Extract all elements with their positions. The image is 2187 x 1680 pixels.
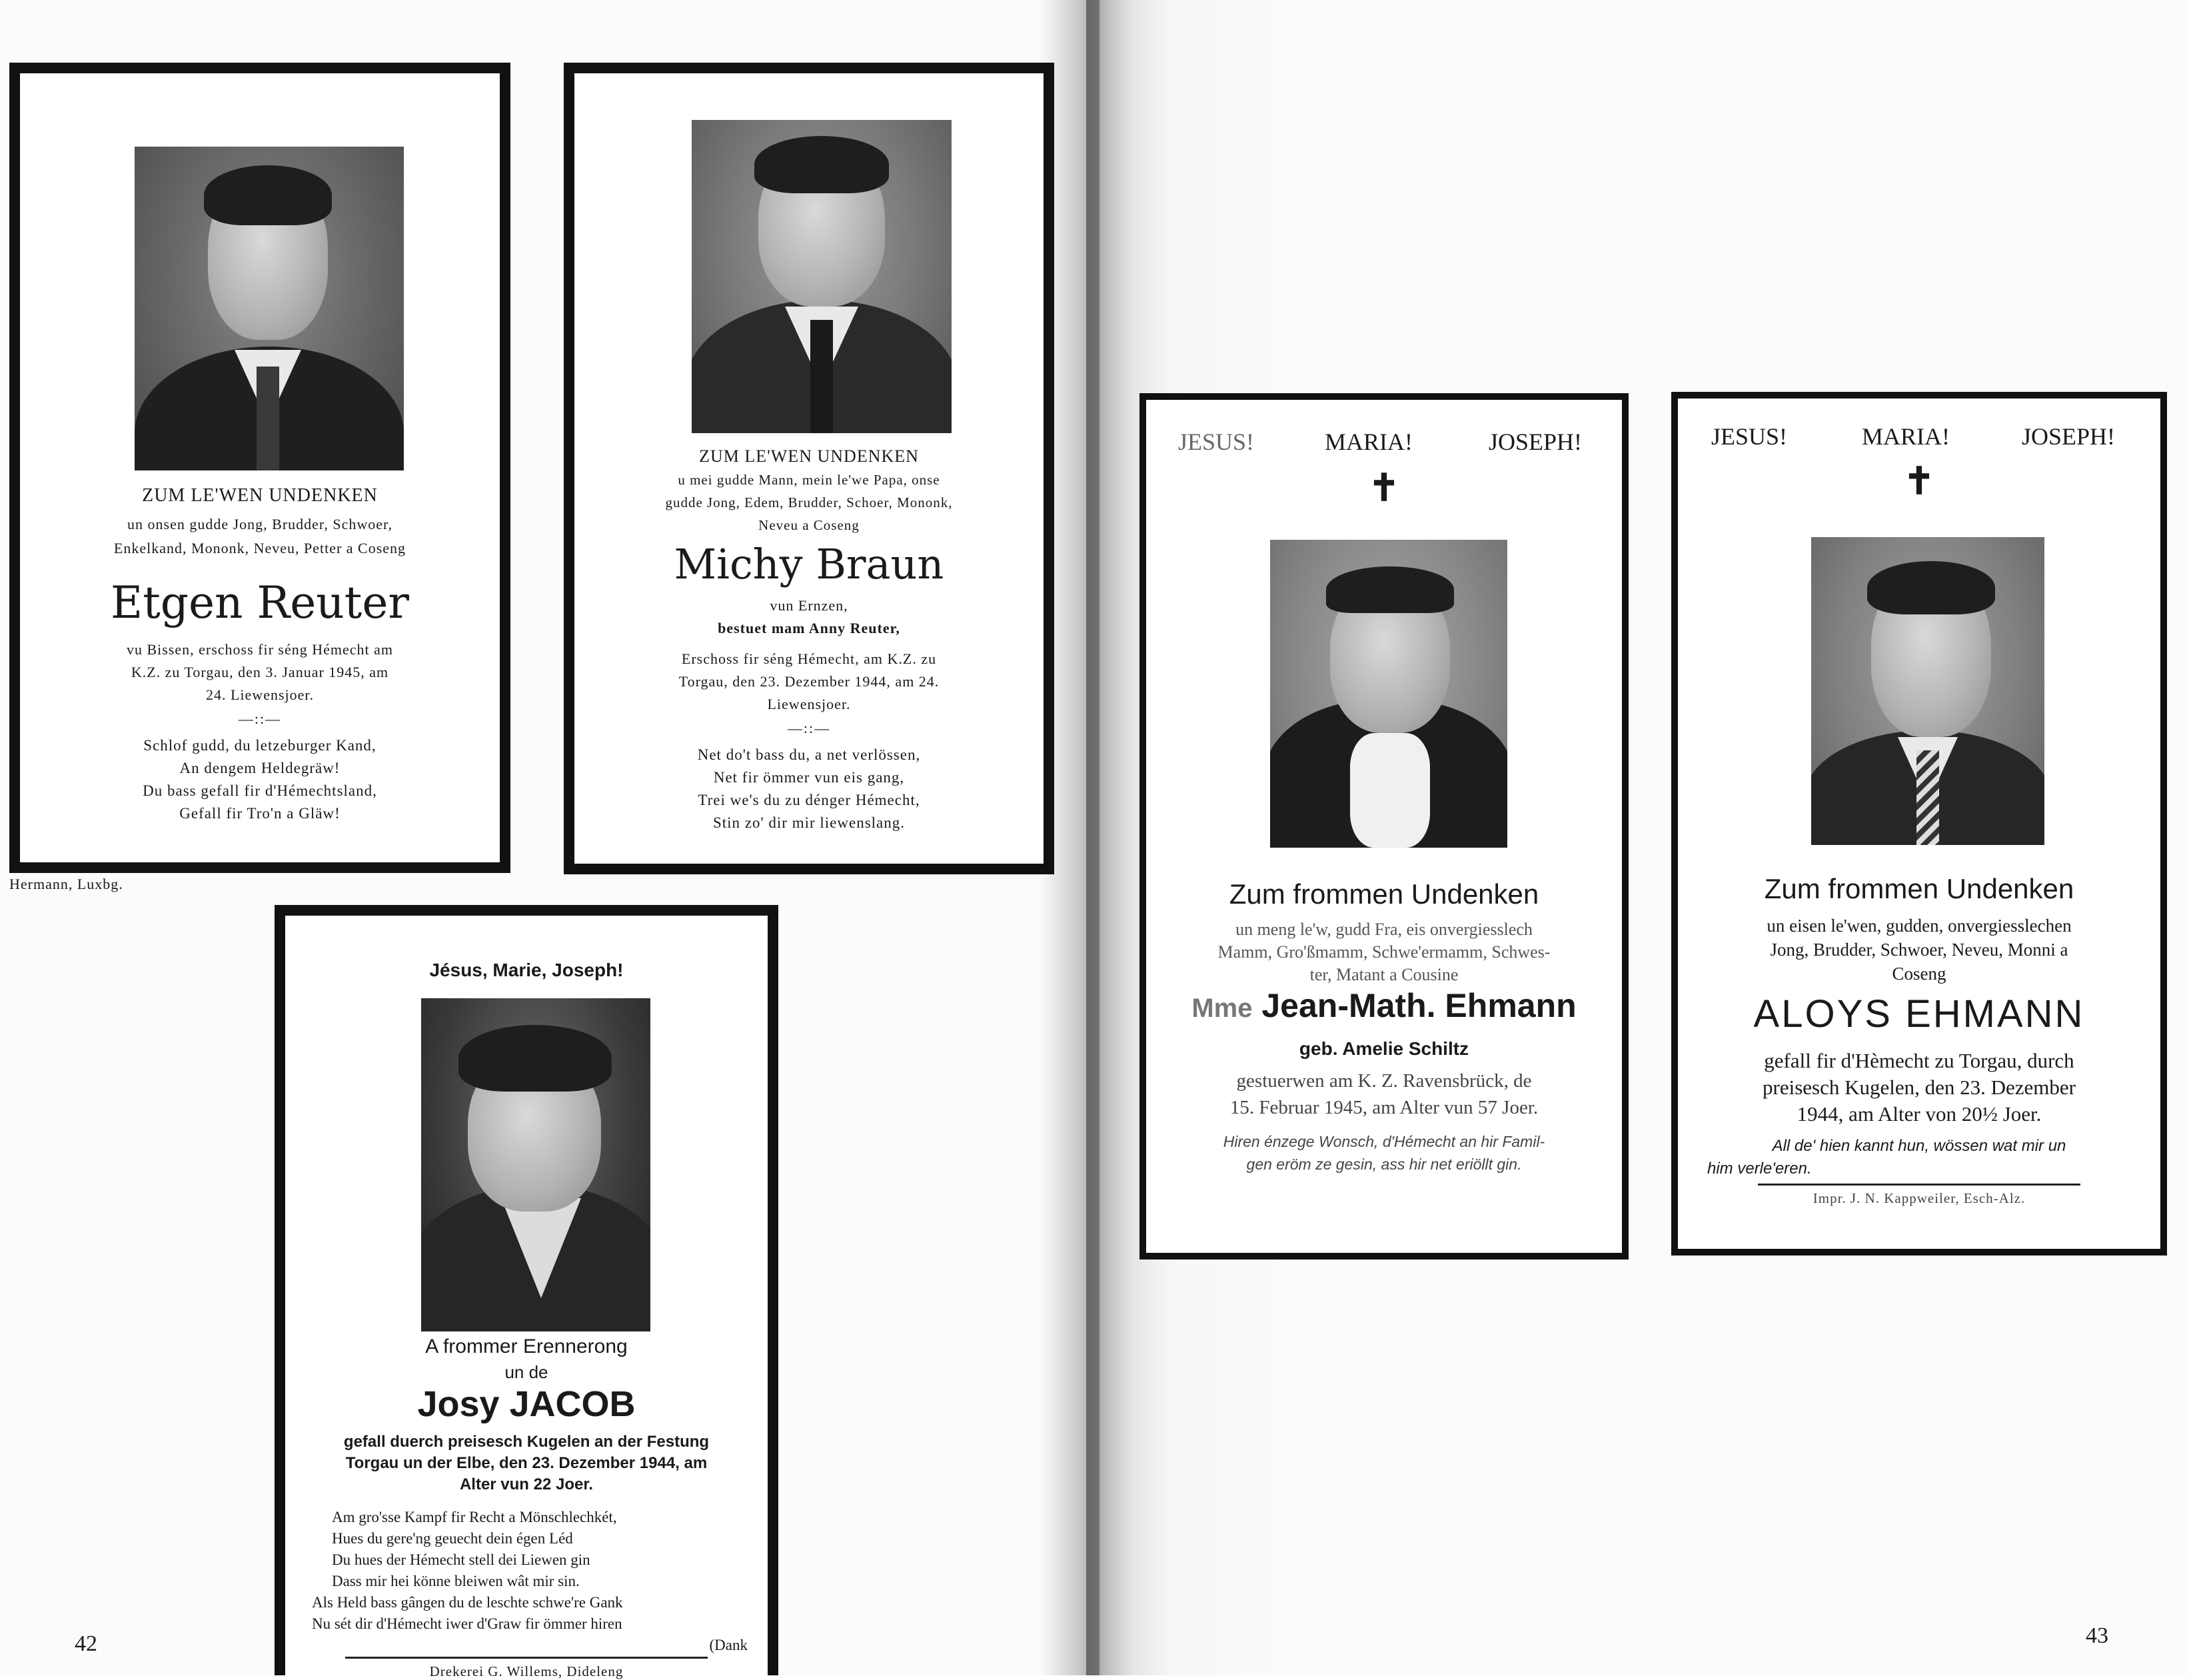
memorial-card-etgen-reuter xyxy=(9,63,510,873)
card-intro-line: un de xyxy=(504,1362,548,1382)
cross-icon: ✝ xyxy=(1368,468,1400,509)
quote-line: All de' hien kannt hun, wössen wat mir un xyxy=(1772,1137,2066,1155)
poem-line: Dass mir hei könne bleiwen wât mir sin. xyxy=(332,1573,580,1589)
printer-line: Impr. J. N. Kappweiler, Esch-Alz. xyxy=(1813,1190,2026,1206)
portrait-photo xyxy=(692,120,952,433)
invocation-joseph: JOSEPH! xyxy=(2022,423,2116,450)
memorial-card-michy-braun xyxy=(564,63,1054,874)
invocation-jesus: JESUS! xyxy=(1711,423,1788,450)
card-heading: Zum frommen Undenken xyxy=(1229,878,1539,910)
invocation-joseph: JOSEPH! xyxy=(1489,428,1583,455)
card-detail-line: 1944, am Alter von 20½ Joer. xyxy=(1797,1102,2042,1126)
card-intro-line: gudde Jong, Edem, Brudder, Schoer, Mononk, xyxy=(665,494,953,510)
poem-line: Du hues der Hémecht stell dei Liewen gin xyxy=(332,1551,590,1568)
name-prefix: Mme xyxy=(1191,994,1253,1023)
card-detail-line: gefall duerch preisesch Kugelen an der Festung xyxy=(343,1433,710,1451)
poem-line: An dengem Heldegräw! xyxy=(179,760,341,776)
card-detail-line: preisesch Kugelen, den 23. Dezember xyxy=(1763,1076,2076,1099)
deceased-name: Michy Braun xyxy=(674,540,944,588)
card-detail-line: vu Bissen, erschoss fir séng Hémecht am xyxy=(126,641,394,658)
portrait-photo xyxy=(135,147,404,470)
poem-line: Du bass gefall fir d'Hémechtsland, xyxy=(143,782,377,799)
poem-line: Net do't bass du, a net verlössen, xyxy=(697,746,921,763)
poem-line: (Dank xyxy=(709,1637,748,1653)
origin-line: vun Ernzen, xyxy=(770,597,848,614)
card-intro-line: Neveu a Coseng xyxy=(758,517,860,533)
card-heading: ZUM LE'WEN UNDENKEN xyxy=(699,446,919,466)
card-intro-line: Mamm, Gro'ßmamm, Schwe'ermamm, Schwes- xyxy=(1217,942,1551,962)
card-detail-line: 15. Februar 1945, am Alter vun 57 Joer. xyxy=(1229,1097,1539,1118)
portrait-photo xyxy=(421,998,650,1331)
wish-line: Hiren énzege Wonsch, d'Hémecht an hir Famil- xyxy=(1223,1133,1545,1150)
card-detail-line: Liewensjoer. xyxy=(767,696,851,712)
card-detail-line: Torgau un der Elbe, den 23. Dezember 1944, am xyxy=(345,1454,708,1472)
poem-line: Am gro'sse Kampf fir Recht a Mönschlechkét, xyxy=(332,1509,617,1525)
cross-icon: ✝ xyxy=(1903,461,1935,502)
memorial-card-aloys-ehmann xyxy=(1671,392,2167,1256)
memorial-card-jean-math-ehmann xyxy=(1139,393,1629,1260)
card-detail-line: Torgau, den 23. Dezember 1944, am 24. xyxy=(678,673,940,690)
poem-line: Als Held bass gângen du de leschte schwe're Gank xyxy=(312,1594,623,1611)
card-detail-line: K.Z. zu Torgau, den 3. Januar 1945, am xyxy=(131,664,389,680)
deceased-name xyxy=(1146,986,1622,1025)
separator: —::— xyxy=(238,710,282,727)
name-text: Jean-Math. Ehmann xyxy=(1261,987,1577,1024)
printer-note: Hermann, Luxbg. xyxy=(9,876,123,892)
poem-line: Gefall fir Tro'n a Gläw! xyxy=(179,805,341,822)
spouse-line: bestuet mam Anny Reuter, xyxy=(718,620,900,636)
poem-line: Net fir ömmer vun eis gang, xyxy=(713,769,905,786)
poem-line: Nu sét dir d'Hémecht iwer d'Graw fir ömmer hiren xyxy=(312,1615,622,1632)
card-intro-line: Coseng xyxy=(1892,964,1946,984)
printer-line: Drekerei G. Willems, Dideleng xyxy=(429,1663,624,1679)
deceased-name: ALOYS EHMANN xyxy=(1753,992,2085,1036)
poem-line: Trei we's du zu dénger Hémecht, xyxy=(698,792,920,808)
card-detail-line: Erschoss fir séng Hémecht, am K.Z. zu xyxy=(681,650,937,667)
quote-line: him verle'eren. xyxy=(1707,1160,1812,1178)
card-intro-line: u mei gudde Mann, mein le'we Papa, onse xyxy=(678,472,940,488)
card-intro-line: un onsen gudde Jong, Brudder, Schwoer, xyxy=(127,516,392,532)
card-intro-line: Enkelkand, Mononk, Neveu, Petter a Coseng xyxy=(113,540,406,556)
card-intro-line: A frommer Erennerong xyxy=(425,1335,628,1357)
page-number-right: 43 xyxy=(2086,1623,2108,1648)
footer-rule xyxy=(345,1657,708,1659)
page-number-left: 42 xyxy=(75,1631,97,1656)
portrait-photo xyxy=(1270,540,1507,848)
card-detail-line: 24. Liewensjoer. xyxy=(205,686,315,703)
poem-line: Hues du gere'ng geuecht dein égen Léd xyxy=(332,1530,573,1547)
invocation-jesus: JESUS! xyxy=(1178,428,1255,455)
card-detail-line: gefall fir d'Hèmecht zu Torgau, durch xyxy=(1764,1049,2074,1072)
card-heading: Jésus, Marie, Joseph! xyxy=(429,960,624,980)
deceased-name: Josy JACOB xyxy=(417,1384,636,1424)
card-intro-line: un eisen le'wen, gudden, onvergiesslechen xyxy=(1767,916,2072,936)
deceased-name: Etgen Reuter xyxy=(111,577,409,628)
footer-rule xyxy=(1758,1184,2080,1186)
separator: —::— xyxy=(787,720,831,736)
poem-line: Schlof gudd, du letzeburger Kand, xyxy=(143,737,376,754)
card-intro-line: ter, Matant a Cousine xyxy=(1309,965,1459,984)
card-heading: Zum frommen Undenken xyxy=(1764,873,2074,904)
card-detail-line: gestuerwen am K. Z. Ravensbrück, de xyxy=(1236,1070,1532,1092)
card-detail-line: Alter vun 22 Joer. xyxy=(459,1475,594,1493)
portrait-photo xyxy=(1811,537,2044,845)
card-intro-line: un meng le'w, gudd Fra, eis onvergiesslech xyxy=(1235,920,1533,939)
card-intro-line: Jong, Brudder, Schwoer, Neveu, Monni a xyxy=(1770,940,2068,960)
poem-line: Stin zo' dir mir liewenslang. xyxy=(712,814,906,831)
memorial-card-josy-jacob xyxy=(275,905,778,1679)
invocation-maria: MARIA! xyxy=(1862,423,1950,450)
maiden-name: geb. Amelie Schiltz xyxy=(1299,1038,1469,1059)
card-heading: ZUM LE'WEN UNDENKEN xyxy=(142,485,378,506)
wish-line: gen eröm ze gesin, ass hir net eriöllt gin. xyxy=(1246,1156,1522,1173)
invocation-maria: MARIA! xyxy=(1325,428,1413,455)
